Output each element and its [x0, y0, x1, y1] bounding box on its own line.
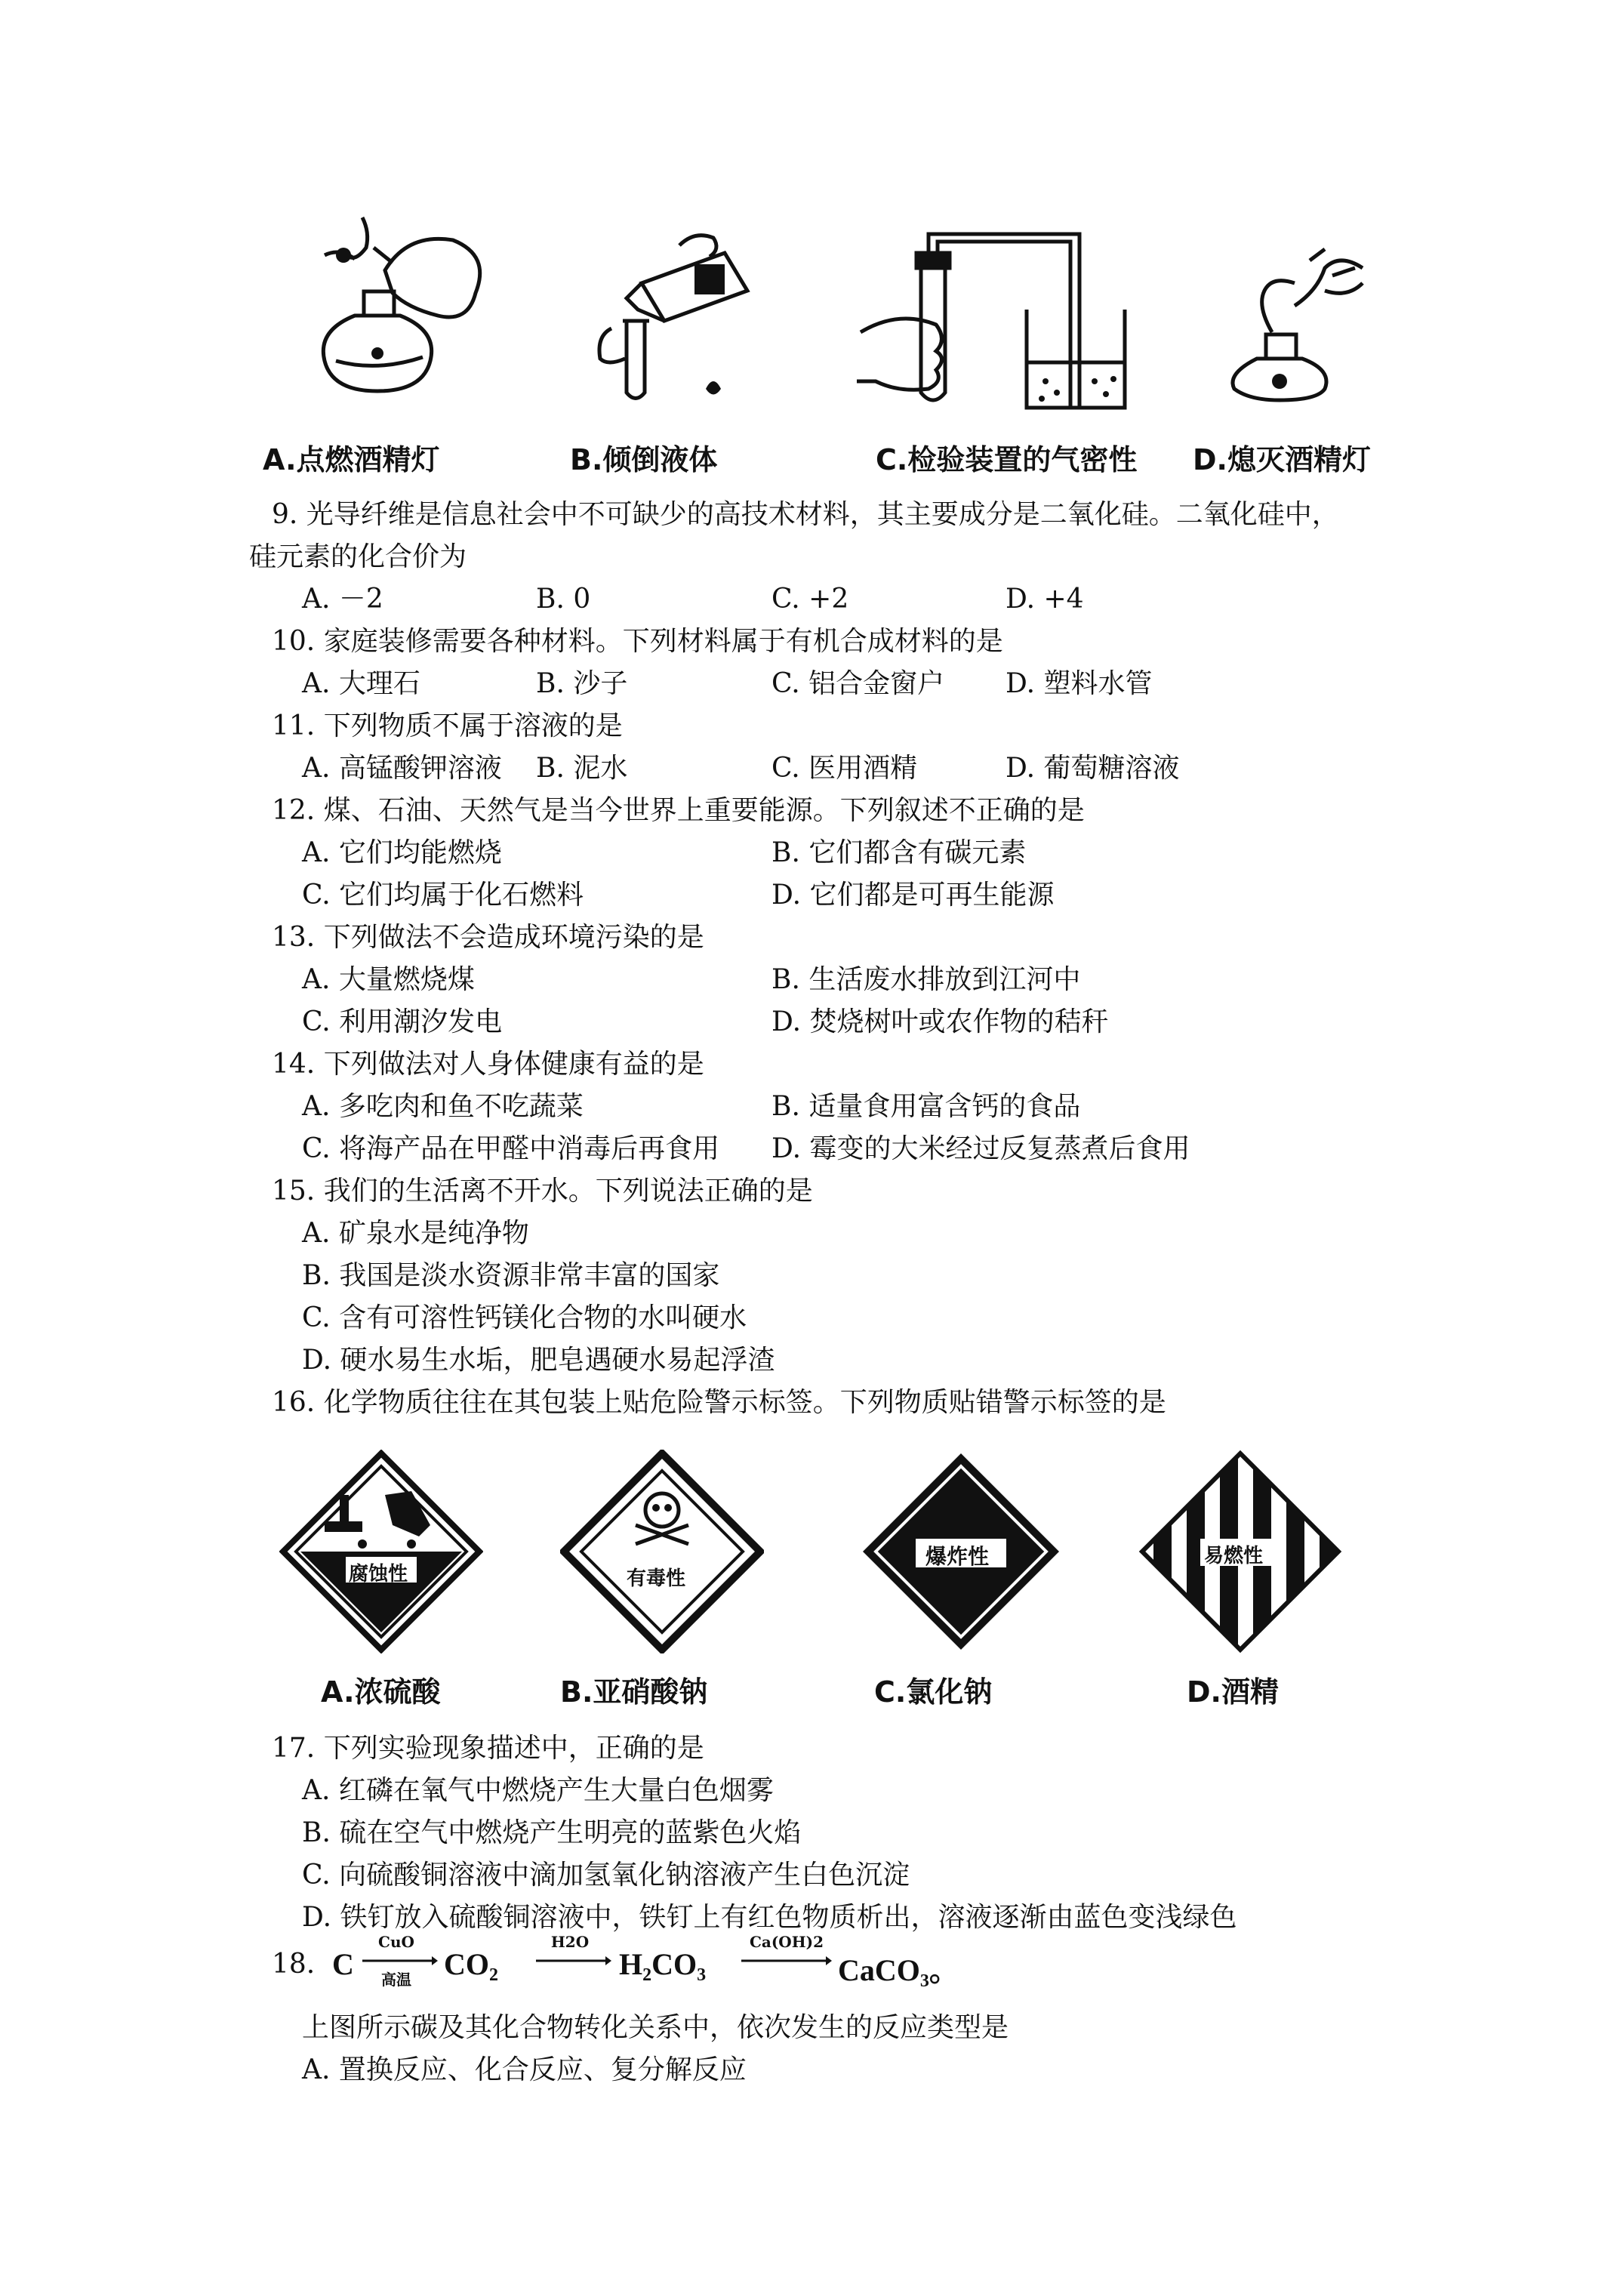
q8-caption-b: B.倾倒液体: [570, 443, 718, 476]
q16-caption-b: B.亚硝酸钠: [560, 1675, 708, 1709]
alcohol-lamp-extinguish-icon: [1212, 245, 1378, 404]
q18-species-caco3: CaCO$_3$。: [838, 1953, 959, 1991]
q13-option-b: B. 生活废水排放到江河中: [771, 964, 1081, 995]
q9-option-a: A. －2: [302, 584, 383, 615]
q18-species-c: C: [332, 1947, 354, 1981]
alcohol-lamp-lighting-icon: [302, 202, 491, 399]
q17-option-d: D. 铁钉放入硫酸铜溶液中，铁钉上有红色物质析出，溶液逐渐由蓝色变浅绿色: [302, 1902, 1237, 1933]
q12-option-a: A. 它们均能燃烧: [302, 837, 502, 868]
q10-option-a: A. 大理石: [302, 668, 420, 699]
q12-option-d: D. 它们都是可再生能源: [771, 880, 1055, 911]
reaction-arrow-icon: [536, 1955, 611, 1966]
q14-stem: 14. 下列做法对人身体健康有益的是: [272, 1049, 704, 1080]
q11-option-a: A. 高锰酸钾溶液: [302, 753, 502, 784]
q8-caption-c: C.检验装置的气密性: [876, 443, 1138, 476]
q11-stem: 11. 下列物质不属于溶液的是: [272, 710, 623, 741]
q12-option-c: C. 它们均属于化石燃料: [302, 880, 584, 911]
q18-option-a: A. 置换反应、化合反应、复分解反应: [302, 2054, 747, 2085]
q18-number: 18.: [272, 1949, 316, 1980]
pouring-liquid-icon: [581, 223, 755, 404]
toxic-label-icon: [560, 1450, 764, 1653]
q10-option-d: D. 塑料水管: [1006, 668, 1153, 699]
q16-caption-d: D.酒精: [1187, 1675, 1279, 1709]
reaction-arrow-icon: [741, 1955, 832, 1966]
q17-option-c: C. 向硫酸铜溶液中滴加氢氧化钠溶液产生白色沉淀: [302, 1860, 910, 1891]
q8-figure-b: [581, 223, 755, 404]
q8-figure-a: [302, 202, 491, 399]
corrosive-label-icon: [279, 1450, 483, 1653]
q10-option-b: B. 沙子: [536, 668, 628, 699]
q18-stem: 上图所示碳及其化合物转化关系中，依次发生的反应类型是: [302, 2012, 1009, 2043]
q9-option-c: C. +2: [771, 584, 849, 615]
q12-stem: 12. 煤、石油、天然气是当今世界上重要能源。下列叙述不正确的是: [272, 795, 1085, 826]
q9-option-d: D. +4: [1006, 584, 1084, 615]
reaction-arrow-icon: [362, 1955, 438, 1966]
q13-stem: 13. 下列做法不会造成环境污染的是: [272, 922, 704, 953]
q9-option-b: B. 0: [536, 584, 591, 615]
q18-arrow2-top: H2O: [550, 1933, 590, 1951]
q16-label-b: [560, 1450, 764, 1653]
q16-caption-c: C.氯化钠: [874, 1675, 993, 1709]
q16-label-d-text: 易燃性: [1204, 1545, 1264, 1567]
q11-option-c: C. 医用酒精: [771, 753, 918, 784]
q16-label-c: [859, 1450, 1063, 1653]
q16-label-b-text: 有毒性: [627, 1567, 686, 1590]
q10-stem: 10. 家庭装修需要各种材料。下列材料属于有机合成材料的是: [272, 626, 1003, 657]
q18-reaction-chain: [332, 1933, 1012, 1993]
q9-stem-line1: 9. 光导纤维是信息社会中不可缺少的高技术材料，其主要成分是二氧化硅。二氧化硅中，: [272, 499, 1339, 530]
q17-stem: 17. 下列实验现象描述中，正确的是: [272, 1733, 704, 1764]
q13-option-a: A. 大量燃烧煤: [302, 964, 475, 995]
q15-stem: 15. 我们的生活离不开水。下列说法正确的是: [272, 1176, 813, 1207]
q11-option-b: B. 泥水: [536, 753, 628, 784]
q18-arrow3-top: Ca(OH)2: [749, 1933, 824, 1951]
q9-stem-line2: 硅元素的化合价为: [249, 541, 467, 572]
q15-option-d: D. 硬水易生水垢，肥皂遇硬水易起浮渣: [302, 1345, 775, 1376]
q15-option-a: A. 矿泉水是纯净物: [302, 1218, 529, 1249]
q14-option-b: B. 适量食用富含钙的食品: [771, 1091, 1081, 1122]
airtightness-check-icon: [853, 219, 1140, 411]
q18-arrow1-top: CuO: [378, 1933, 414, 1951]
q18-species-h2co3: $H_2CO_3$: [619, 1947, 707, 1985]
q14-option-d: D. 霉变的大米经过反复蒸煮后食用: [771, 1133, 1190, 1164]
q15-option-c: C. 含有可溶性钙镁化合物的水叫硬水: [302, 1302, 747, 1333]
q8-figure-d: [1212, 245, 1378, 404]
q14-option-c: C. 将海产品在甲醛中消毒后再食用: [302, 1133, 720, 1164]
q18-species-co2: $CO_2$: [444, 1947, 498, 1985]
q16-label-a-text: 腐蚀性: [349, 1563, 408, 1586]
q13-option-d: D. 焚烧树叶或农作物的秸秆: [771, 1006, 1109, 1037]
q14-option-a: A. 多吃肉和鱼不吃蔬菜: [302, 1091, 584, 1122]
q18-arrow1-bottom: 高温: [381, 1971, 411, 1989]
q16-label-c-text: 爆炸性: [925, 1544, 990, 1569]
q8-figure-c: [853, 219, 1140, 411]
q12-option-b: B. 它们都含有碳元素: [771, 837, 1027, 868]
q16-caption-a: A.浓硫酸: [321, 1675, 441, 1709]
q16-label-d: [1138, 1450, 1342, 1653]
q11-option-d: D. 葡萄糖溶液: [1006, 753, 1180, 784]
q13-option-c: C. 利用潮汐发电: [302, 1006, 503, 1037]
q15-option-b: B. 我国是淡水资源非常丰富的国家: [302, 1260, 720, 1291]
q17-option-a: A. 红磷在氧气中燃烧产生大量白色烟雾: [302, 1775, 774, 1806]
q16-stem: 16. 化学物质往往在其包装上贴危险警示标签。下列物质贴错警示标签的是: [272, 1387, 1166, 1418]
q8-caption-d: D.熄灭酒精灯: [1193, 443, 1371, 476]
q16-label-a: [279, 1450, 483, 1653]
q10-option-c: C. 铝合金窗户: [771, 668, 945, 699]
q8-caption-a: A.点燃酒精灯: [263, 443, 440, 476]
q17-option-b: B. 硫在空气中燃烧产生明亮的蓝紫色火焰: [302, 1817, 802, 1848]
